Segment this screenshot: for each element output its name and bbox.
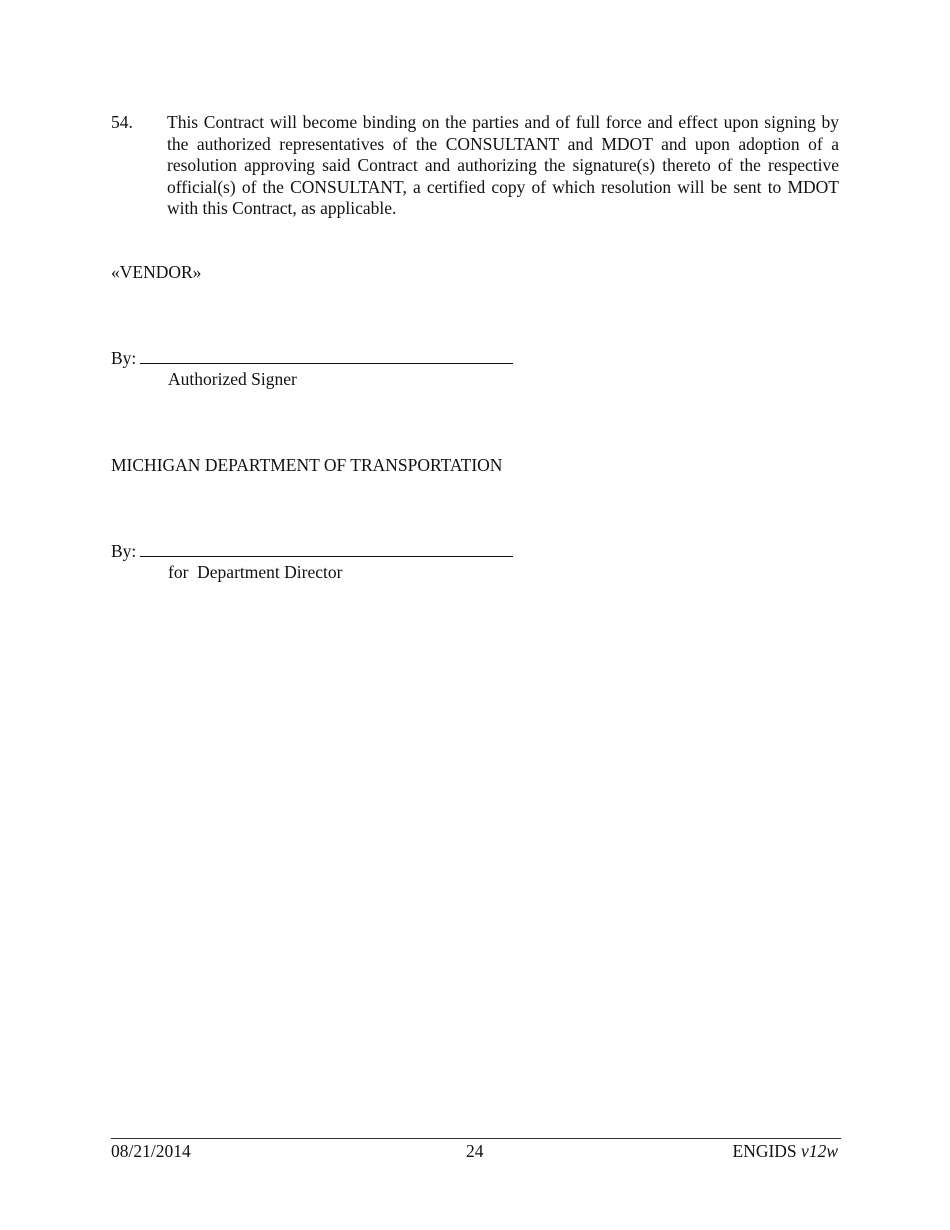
footer-page-number: 24 [466,1141,484,1161]
mdot-signature-field[interactable] [140,540,513,557]
vendor-by-label: By: [111,348,137,368]
vendor-party-name: «VENDOR» [111,262,202,282]
footer-doc-id [733,1141,839,1163]
clause-number: 54. [111,112,133,132]
vendor-signer-title: Authorized Signer [168,369,297,389]
clause-text: This Contract will become binding on the parties and of full force and effect upon signing by the authorized representatives of the CONSULTANT and MDOT and upon adoption of a resolution approving said Contract and authorizing the signature(s) thereto of the respective official(s) of the CONSULTANT, a certified copy of which resolution will be sent to MDOT with this Contract, as applicable. [167,112,839,218]
mdot-signer-title: for Department Director [168,562,343,582]
mdot-by-label: By: [111,541,137,561]
footer-version: v12w [801,1141,838,1161]
mdot-signature-line [111,540,513,563]
clause-54 [111,112,839,220]
vendor-signature-field[interactable] [140,347,513,364]
footer-date: 08/21/2014 [111,1141,191,1161]
vendor-signature-line [111,347,513,370]
mdot-party-name: MICHIGAN DEPARTMENT OF TRANSPORTATION [111,455,503,475]
footer-doc-name: ENGIDS [732,1141,797,1161]
footer-divider [111,1138,841,1139]
